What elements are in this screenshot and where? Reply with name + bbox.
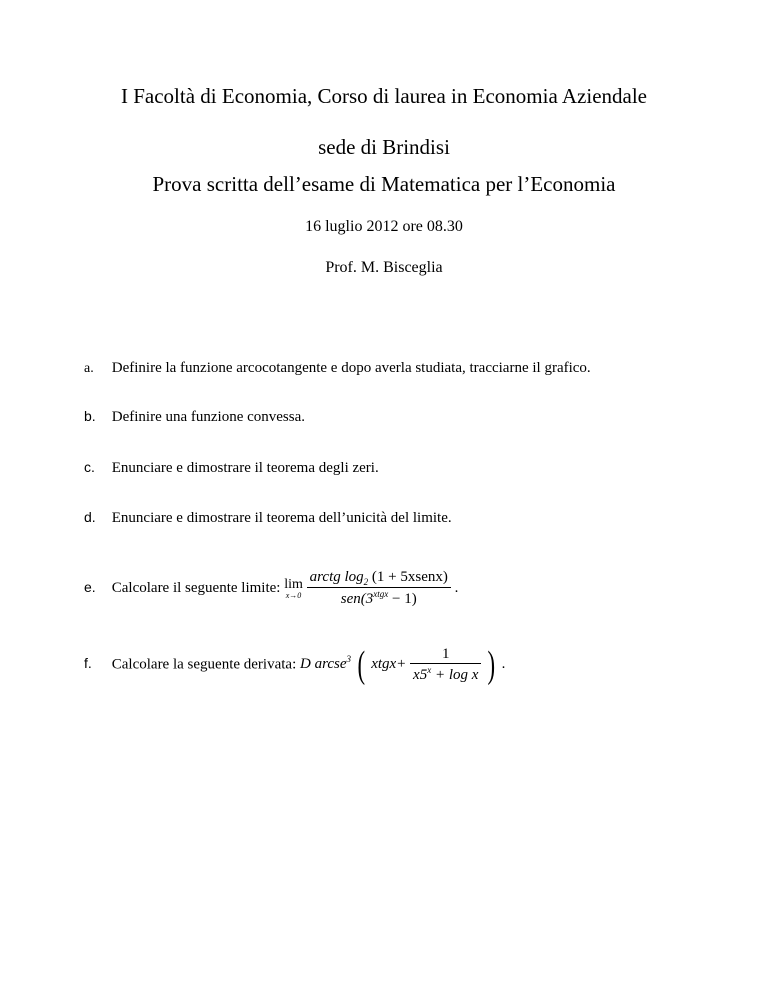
expression-end: .: [454, 579, 459, 596]
exam-date: 16 luglio 2012 ore 08.30: [305, 218, 463, 235]
fraction-numerator: arctg $\log_2 (1$ + 5xsenx): [309, 569, 448, 587]
limit-operator: [284, 578, 303, 600]
fraction-numerator: 1: [441, 646, 450, 662]
location: sede di Brindisi: [318, 135, 450, 159]
derivative-expression: [300, 644, 506, 686]
question-marker: d.: [84, 509, 96, 525]
course-title: I Facoltà di Economia, Corso di laurea in Economia Aziendale: [120, 84, 647, 108]
question-text: Definire una funzione convessa.: [111, 409, 306, 425]
question-text: Calcolare il seguente limite:: [111, 579, 281, 596]
question-text: Enunciare e dimostrare il teorema degli zeri.: [111, 460, 379, 476]
expression-end: .: [501, 656, 506, 673]
expression-term: xtgx+: [371, 656, 407, 673]
exam-title: Prova scritta dell’esame di Matematica per l’Economia: [152, 172, 616, 196]
question-text: Enunciare e dimostrare il teorema dell’unicità del limite.: [111, 510, 452, 526]
right-paren: ): [487, 644, 496, 686]
question-e: [84, 569, 458, 608]
question-marker: e.: [84, 578, 96, 595]
fraction-denominator: $sen(3^{xtgx} - 1)$: [307, 587, 451, 608]
question-marker: f.: [84, 655, 92, 672]
derivative-operator: D arcse: [300, 656, 347, 673]
derivative-fraction: [410, 646, 481, 684]
limit-word: lim: [284, 576, 303, 592]
limit-subscript: x→0: [285, 590, 302, 600]
question-text: Calcolare la seguente derivata:: [111, 656, 297, 673]
professor: Prof. M. Bisceglia: [325, 259, 443, 276]
question-c: [84, 459, 379, 477]
left-paren: (: [357, 644, 365, 686]
limit-expression: [284, 569, 459, 607]
limit-fraction: [307, 569, 451, 608]
power-exponent: 3: [346, 654, 352, 665]
question-marker: b.: [84, 408, 96, 424]
question-text: Definire la funzione arcocotangente e dopo averla studiata, tracciarne il grafico.: [111, 360, 591, 376]
question-b: [84, 408, 305, 426]
question-a: [84, 360, 591, 377]
fraction-denominator: $x5^x + \log x$: [410, 663, 481, 684]
question-f: [84, 643, 505, 687]
question-marker: c.: [84, 459, 95, 475]
question-marker: a.: [84, 361, 94, 376]
question-d: [84, 509, 452, 527]
